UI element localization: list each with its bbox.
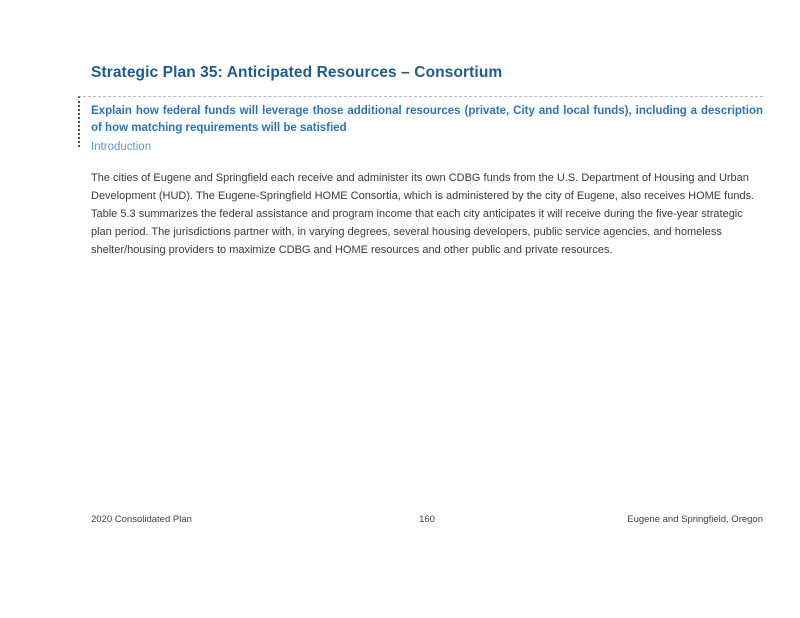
footer-document-name: 2020 Consolidated Plan [91, 514, 192, 525]
footer-location: Eugene and Springfield, Oregon [627, 514, 763, 525]
footer-page-number: 160 [419, 514, 435, 525]
question-text: Explain how federal funds will leverage those additional resources (private, City and local funds), including a description of how matching requirements will be satisfied [91, 105, 763, 134]
page-footer [91, 514, 763, 528]
page-title: Strategic Plan 35: Anticipated Resources – Consortium [91, 64, 503, 81]
section-label-introduction: Introduction [91, 141, 152, 153]
question-box [78, 96, 763, 147]
body-paragraph: The cities of Eugene and Springfield each receive and administer its own CDBG funds from the U.S. Department of Housing and Urban Development (HUD). The Eugene-Springfield HOME Consortia, which is administered by the city of Eugene, also receives HOME funds. Table 5.3 summarizes the federal assistance and program income that each city anticipates it will receive during the five-year strategic plan period. The jurisdictions partner with, in varying degrees, several housing developers, public service agencies, and homeless shelter/housing providers to maximize CDBG and HOME resources and other public and private resources. [91, 172, 755, 256]
